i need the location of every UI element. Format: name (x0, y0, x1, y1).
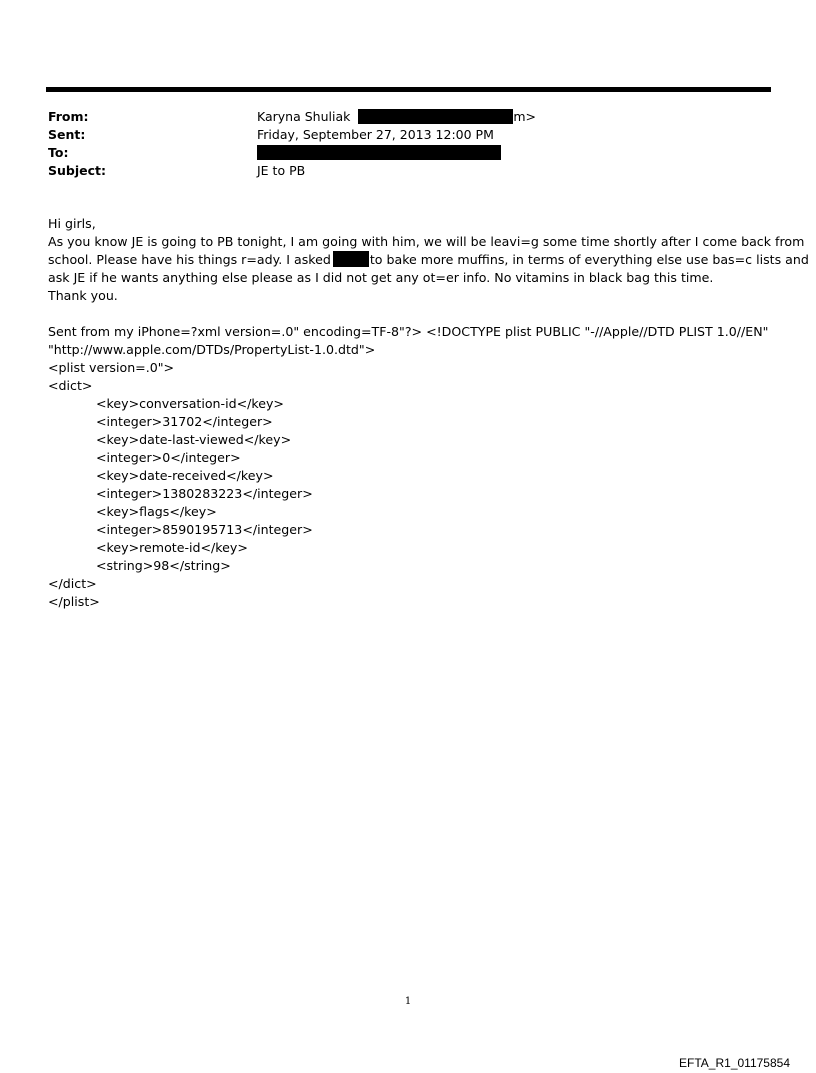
plist-entry: <string>98</string> (96, 558, 231, 573)
page-number: 1 (404, 996, 412, 1007)
plist-entry: <key>remote-id</key> (96, 540, 248, 555)
plist-entry: <integer>1380283223</integer> (96, 486, 313, 501)
plist-open-line: <plist version=.0"> (48, 360, 175, 375)
body-text-segment: school. Please have his things r=ady. I asked (48, 252, 331, 267)
plist-entry: <integer>31702</integer> (96, 414, 273, 429)
thanks-line: Thank you. (48, 288, 118, 303)
body-line (48, 251, 809, 269)
plist-close-line: </plist> (48, 594, 100, 609)
from-value (257, 109, 536, 125)
greeting: Hi girls, (48, 216, 96, 231)
to-label: To: (48, 145, 69, 160)
redaction-box (358, 109, 513, 124)
body-text-segment: to bake more muffins, in terms of everything else use bas=c lists and (369, 252, 809, 267)
sent-label: Sent: (48, 127, 86, 142)
subject-value: JE to PB (257, 163, 306, 178)
plist-entry: <integer>0</integer> (96, 450, 241, 465)
plist-entry: <key>flags</key> (96, 504, 217, 519)
signature-line: Sent from my iPhone=?xml version=.0" encoding=TF-8"?> <!DOCTYPE plist PUBLIC "-//Apple//DTD PLIST 1.0//EN" (48, 324, 769, 339)
from-label: From: (48, 109, 89, 124)
document-id: EFTA_R1_01175854 (679, 1056, 790, 1070)
subject-label: Subject: (48, 163, 106, 178)
redaction-box (333, 251, 369, 267)
to-value (257, 145, 501, 161)
plist-entry: <integer>8590195713</integer> (96, 522, 313, 537)
plist-entry: <key>date-received</key> (96, 468, 274, 483)
plist-entry: <key>conversation-id</key> (96, 396, 284, 411)
redaction-box (257, 145, 501, 160)
from-tail: m> (513, 109, 536, 124)
plist-entry: <key>date-last-viewed</key> (96, 432, 292, 447)
body-line: ask JE if he wants anything else please as I did not get any ot=er info. No vitamins in black bag this time. (48, 270, 714, 285)
body-line: As you know JE is going to PB tonight, I am going with him, we will be leavi=g some time shortly after I come back from (48, 234, 805, 249)
signature-block (48, 323, 768, 611)
dict-open-line: <dict> (48, 378, 93, 393)
sent-value: Friday, September 27, 2013 12:00 PM (257, 127, 494, 142)
header-rule (46, 87, 771, 92)
email-body (48, 215, 809, 305)
dict-close-line: </dict> (48, 576, 97, 591)
signature-line: "http://www.apple.com/DTDs/PropertyList-1.0.dtd"> (48, 342, 376, 357)
from-name: Karyna Shuliak (257, 109, 351, 124)
